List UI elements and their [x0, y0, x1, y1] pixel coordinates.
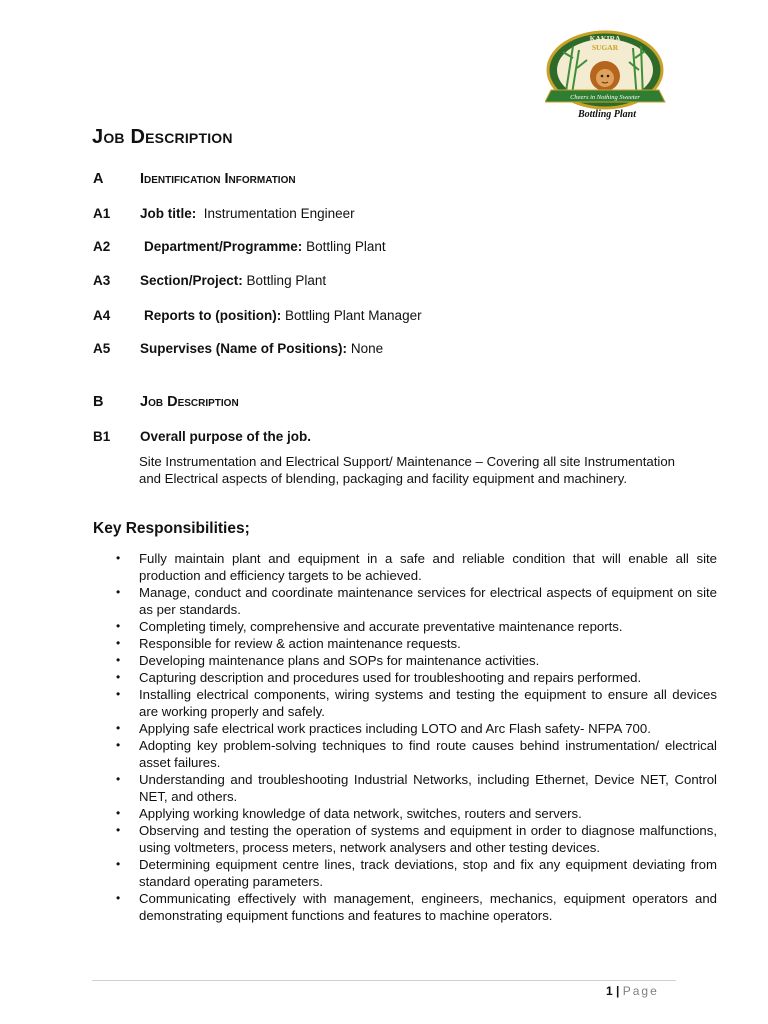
bullet-icon: • [116, 636, 121, 650]
list-item-text: Understanding and troubleshooting Industrial Networks, including Ethernet, Device NET, Control NET, and others. [139, 772, 717, 804]
key-responsibilities-heading: Key Responsibilities; [93, 520, 250, 537]
field-value: Bottling Plant [306, 239, 386, 254]
field-value: Bottling Plant Manager [285, 308, 422, 323]
list-item-text: Applying working knowledge of data network, switches, routers and servers. [139, 806, 582, 821]
list-item [116, 890, 717, 924]
field-label: Overall purpose of the job. [140, 429, 312, 444]
list-item [116, 686, 717, 720]
list-item [116, 737, 717, 771]
list-item [116, 805, 717, 822]
page-footer [606, 984, 659, 998]
list-item-text: Determining equipment centre lines, track deviations, stop and fix any equipment deviating from standard operating parameters. [139, 857, 717, 889]
bullet-icon: • [116, 585, 121, 599]
list-item-text: Responsible for review & action maintenance requests. [139, 636, 461, 651]
bullet-icon: • [116, 653, 121, 667]
field-code: A1 [93, 206, 111, 221]
list-item [116, 771, 717, 805]
logo-brand-line1: KAKIRA [589, 34, 621, 43]
field-label: Section/Project: [140, 273, 243, 288]
list-item [116, 584, 717, 618]
list-item-text: Fully maintain plant and equipment in a safe and reliable condition that will enable all site production and efficiency targets to be achieved. [139, 551, 717, 583]
purpose-paragraph: Site Instrumentation and Electrical Support/ Maintenance – Covering all site Instrumentation and Electrical aspects of blending, packaging and facility equipment and machinery. [139, 454, 675, 486]
field-code: A5 [93, 341, 111, 356]
list-item [116, 669, 717, 686]
field-code: A2 [93, 239, 111, 254]
field-value: Instrumentation Engineer [203, 206, 355, 221]
bullet-icon: • [116, 721, 121, 735]
page-label: Page [622, 984, 659, 998]
field-value: Bottling Plant [246, 273, 327, 288]
field-label: Supervises (Name of Positions): [140, 341, 348, 356]
bullet-icon: • [116, 687, 121, 701]
field-value: None [350, 341, 384, 356]
list-item-text: Communicating effectively with management, engineers, mechanics, equipment operators and demonstrating equipment functions and features to machine operators. [139, 891, 717, 923]
list-item-text: Applying safe electrical work practices including LOTO and Arc Flash safety- NFPA 700. [139, 721, 651, 736]
bullet-icon: • [116, 670, 121, 684]
field-label: Job title: [140, 206, 197, 221]
list-item-text: Observing and testing the operation of systems and equipment in order to diagnose malfunctions, using voltmeters, process meters, network analysers and other testing devices. [139, 823, 717, 855]
list-item-text: Adopting key problem-solving techniques to find route causes behind instrumentation/ electrical asset failures. [139, 738, 717, 770]
list-item-text: Manage, conduct and coordinate maintenance services for electrical aspects of equipment on site as per standards. [139, 585, 717, 617]
logo-ribbon-text: Cheers in Nothing Sweeter [570, 94, 640, 101]
page-number: 1 [606, 984, 613, 998]
footer-divider [92, 980, 676, 981]
section-a-code: A [93, 171, 104, 187]
field-code: A4 [93, 308, 111, 323]
field-code: A3 [93, 273, 111, 288]
logo-caption: Bottling Plant [577, 109, 637, 120]
section-b-title: Job Description [140, 394, 239, 410]
field-label: Reports to (position): [144, 308, 282, 323]
bullet-icon: • [116, 738, 121, 752]
list-item-text: Developing maintenance plans and SOPs for maintenance activities. [139, 653, 540, 668]
list-item [116, 652, 717, 669]
bullet-icon: • [116, 806, 121, 820]
document-title: Job Description [92, 126, 233, 148]
footer-separator: | [616, 984, 620, 998]
bullet-icon: • [116, 551, 121, 565]
list-item [116, 856, 717, 890]
bullet-icon: • [116, 857, 121, 871]
field-code: B1 [93, 429, 111, 444]
bullet-icon: • [116, 823, 121, 837]
list-item [116, 550, 717, 584]
bullet-icon: • [116, 891, 121, 905]
responsibilities-list [116, 550, 717, 924]
list-item [116, 618, 717, 635]
section-b-code: B [93, 394, 104, 410]
list-item-text: Installing electrical components, wiring systems and testing the equipment to ensure all devices are working properly and safely. [139, 687, 717, 719]
list-item-text: Completing timely, comprehensive and accurate preventative maintenance reports. [139, 619, 623, 634]
list-item [116, 635, 717, 652]
bullet-icon: • [116, 772, 121, 786]
list-item [116, 720, 717, 737]
list-item-text: Capturing description and procedures used for troubleshooting and repairs performed. [139, 670, 642, 685]
logo-brand-line2: SUGAR [591, 43, 619, 52]
section-a-title: Identification Information [140, 171, 296, 187]
list-item [116, 822, 717, 856]
bullet-icon: • [116, 619, 121, 633]
field-label: Department/Programme: [144, 239, 303, 254]
company-logo [545, 28, 671, 122]
